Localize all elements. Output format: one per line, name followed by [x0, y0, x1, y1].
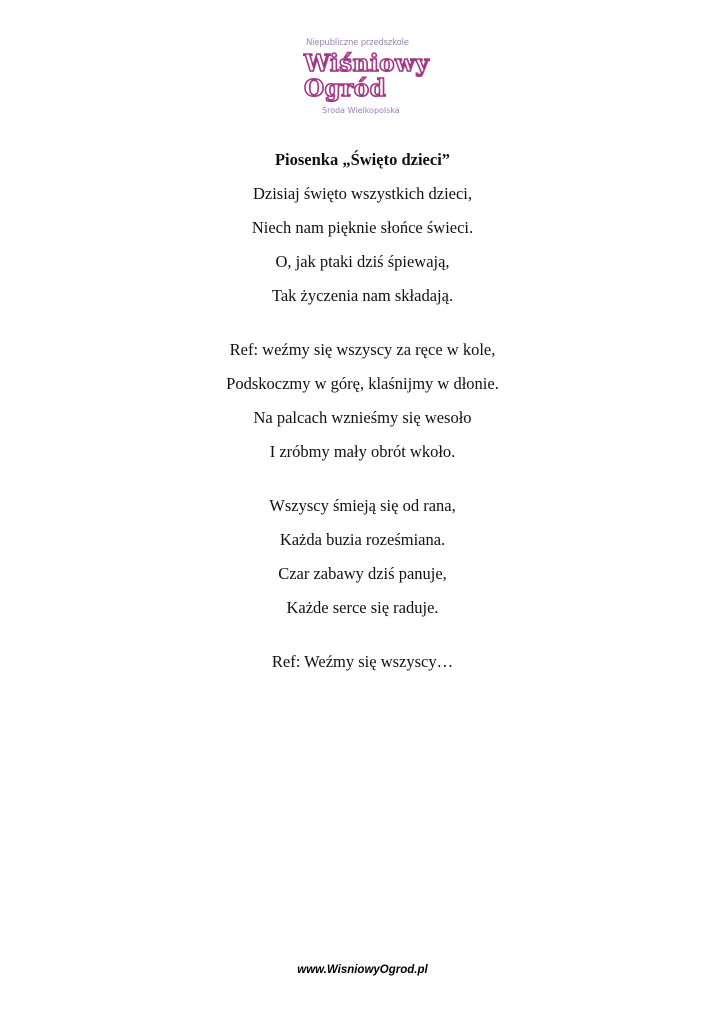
- stanza-1: [0, 184, 725, 306]
- logo-bottom-text: Środa Wielkopolska: [322, 106, 400, 115]
- verse-line: Wszyscy śmieją się od rana,: [269, 496, 456, 515]
- verse-line: Każda buzia roześmiana.: [279, 530, 446, 549]
- stanza-2: [0, 496, 725, 618]
- preschool-logo: [298, 38, 430, 118]
- refrain-line: Ref: weźmy się wszyscy za ręce w kole,: [229, 340, 496, 359]
- verse-line: O, jak ptaki dziś śpiewają,: [275, 252, 450, 271]
- verse-line: Dzisiaj święto wszystkich dzieci,: [252, 184, 473, 203]
- verse-line: Czar zabawy dziś panuje,: [278, 564, 447, 583]
- verse-line: Niech nam pięknie słońce świeci.: [251, 218, 474, 237]
- logo-top-text: Niepubliczne przedszkole: [306, 38, 409, 48]
- verse-line: Każde serce się raduje.: [286, 598, 439, 617]
- logo-word-2: Ogród: [304, 75, 387, 102]
- refrain-line: Podskoczmy w górę, klaśnijmy w dłonie.: [226, 374, 499, 393]
- refrain-line: Ref: Weźmy się wszyscy…: [271, 652, 454, 671]
- refrain-line: I zróbmy mały obrót wkoło.: [269, 442, 456, 461]
- refrain-2: [0, 652, 725, 672]
- refrain-1: [0, 340, 725, 462]
- song-title: Piosenka „Święto dzieci”: [274, 150, 451, 169]
- refrain-line: Na palcach wznieśmy się wesoło: [253, 408, 472, 427]
- logo-word-1: Wiśniowy: [304, 50, 430, 77]
- song-body: [0, 150, 725, 706]
- footer-website: www.WisniowyOgrod.pl: [297, 964, 428, 976]
- verse-line: Tak życzenia nam składają.: [271, 286, 454, 305]
